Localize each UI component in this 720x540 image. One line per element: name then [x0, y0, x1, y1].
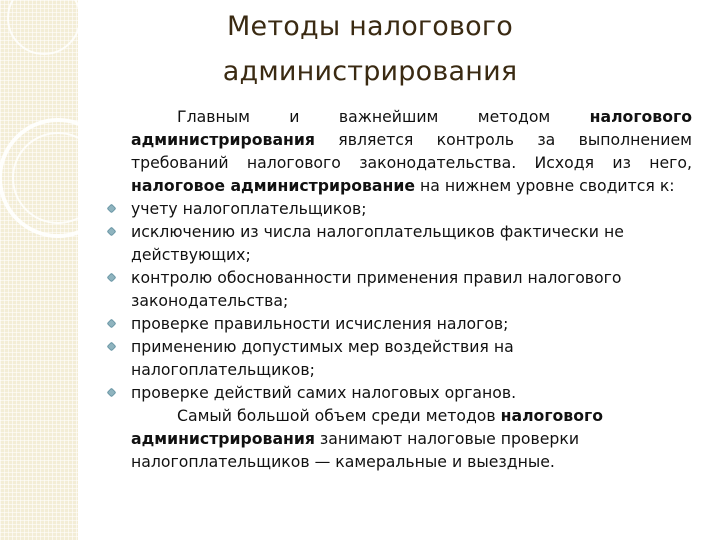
list-item-text: применению допустимых мер воздействия на налогоплательщиков; — [131, 337, 514, 379]
list-item — [104, 381, 692, 404]
list-item — [104, 266, 692, 312]
methods-list — [104, 197, 692, 404]
intro-bold-1: налогового администрирования — [131, 107, 692, 149]
list-item-text: проверке правильности исчисления налогов; — [131, 314, 509, 333]
intro-bold-2: налоговое администрирование — [131, 176, 415, 195]
closing-text-2: занимают налоговые проверки налогоплательщиков — камеральные и выездные. — [131, 429, 580, 471]
intro-text-3: на нижнем уровне сводится к: — [414, 176, 675, 195]
closing-bold-1: налогового администрирования — [131, 406, 603, 448]
list-item — [104, 220, 692, 266]
list-item — [104, 312, 692, 335]
list-item — [104, 335, 692, 381]
list-item — [104, 197, 692, 220]
closing-paragraph — [104, 404, 692, 473]
intro-text-2: является контроль за выполнением требований налогового законодательства. Исходя из него, — [131, 130, 692, 172]
list-item-text: проверке действий самих налоговых органов. — [131, 383, 517, 402]
bullet-icon — [107, 319, 117, 329]
bullet-icon — [107, 388, 117, 398]
page-title — [130, 4, 610, 94]
slide-body — [104, 105, 692, 473]
closing-text-1: Самый большой объем среди методов — [177, 406, 501, 425]
bullet-icon — [107, 204, 117, 214]
bullet-icon — [107, 273, 117, 283]
list-item-text: исключению из числа налогоплательщиков фактически не действующих; — [131, 222, 624, 264]
bullet-icon — [107, 227, 117, 237]
title-line-1: Методы налогового — [227, 11, 513, 42]
list-item-text: контролю обоснованности применения правил налогового законодательства; — [131, 268, 622, 310]
bullet-icon — [107, 342, 117, 352]
intro-paragraph — [104, 105, 692, 197]
title-line-2: администрирования — [222, 56, 518, 87]
list-item-text: учету налогоплательщиков; — [131, 199, 367, 218]
decorative-side-strip — [0, 0, 78, 540]
decorative-circles — [0, 0, 78, 540]
intro-text-1: Главным и важнейшим методом — [177, 107, 590, 126]
